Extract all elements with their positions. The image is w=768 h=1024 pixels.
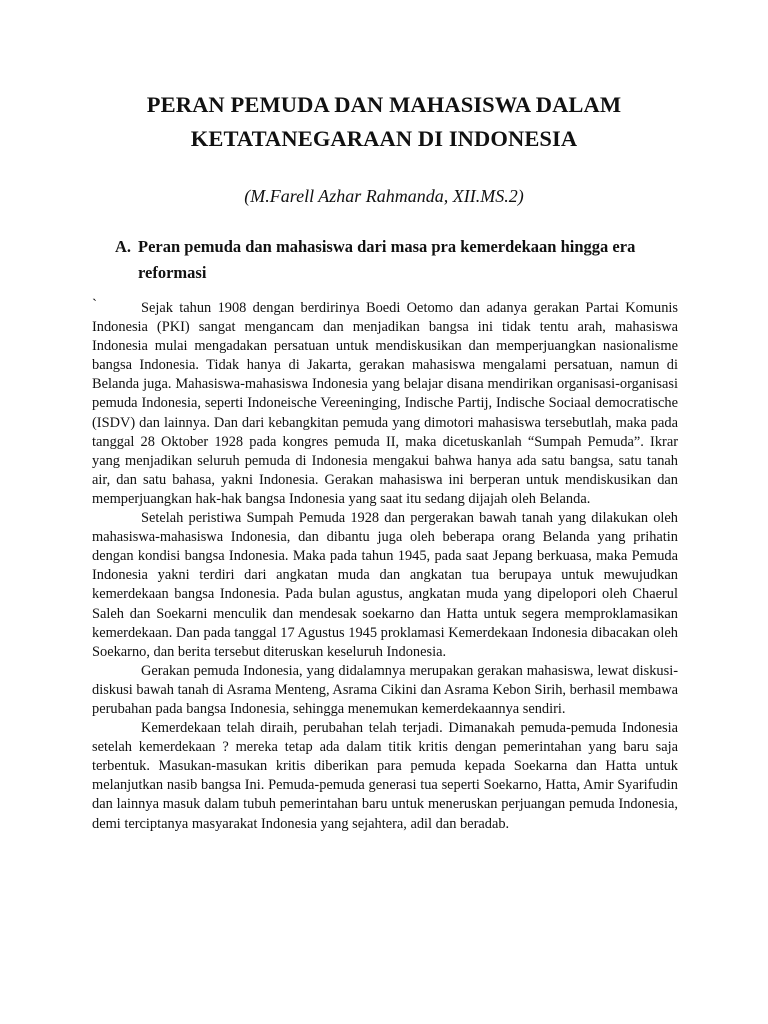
paragraph-3: Gerakan pemuda Indonesia, yang didalamnya merupakan gerakan mahasiswa, lewat diskusi-diskusi bawah tanah di Asrama Menteng, Asrama Cikini dan Asrama Kebon Sirih, berhasil membawa perubahan pada bangsa Indonesia, sehingga menemukan kemerdekaannya sendiri. <box>92 662 678 717</box>
section-heading-text: Peran pemuda dan mahasiswa dari masa pra kemerdekaan hingga era reformasi <box>138 237 636 282</box>
paragraph-1: Sejak tahun 1908 dengan berdirinya Boedi Oetomo dan adanya gerakan Partai Komunis Indonesia (PKI) sangat mengancam dan menjadikan bangsa ini tidak tentu arah, mahasiswa Indonesia mulai mengadakan persatuan untuk mendiskusikan dan memperjuangkan nasionalisme bangsa Indonesia. Tidak hanya di Jakarta, gerakan mahasiswa mengalami persatuan, namun di Belanda juga. Mahasiswa-mahasiswa Indonesia yang belajar disana mendirikan organisasi-organisasi pemuda Indonesia, seperti Indoneische Vereeninging, Indische Partij, Indische Sociaal democratische (ISDV) dan lainnya. Dan dari kebangkitan pemuda yang dimotori mahasiswa tersebutlah, maka pada tanggal 28 Oktober 1928 pada kongres pemuda II, maka dicetuskanlah “Sumpah Pemuda”. Ikrar yang menjadikan seluruh pemuda di Indonesia mengakui bahwa hanya ada satu bangsa, satu tanah air, dan satu bahasa, yakni Indonesia. Gerakan mahasiswa ini berperan untuk mendiskusikan dan memperjuangkan hak-hak bangsa Indonesia yang saat itu sedang dijajah oleh Belanda. <box>92 300 678 507</box>
author-line: (M.Farell Azhar Rahmanda, XII.MS.2) <box>244 186 524 206</box>
body-text <box>92 299 678 834</box>
paragraph-2: Setelah peristiwa Sumpah Pemuda 1928 dan pergerakan bawah tanah yang dilakukan oleh mahasiswa-mahasiswa Indonesia, dan dibantu juga oleh beberapa orang Belanda yang prihatin dengan kondisi bangsa Indonesia. Maka pada tahun 1945, pada saat Jepang berkuasa, maka Pemuda Indonesia yakni terdiri dari angkatan muda dan angkatan tua berupaya untuk mewujudkan kemerdekaan bangsa Indonesia. Pada bulan agustus, angkatan muda yang dipelopori oleh Chaerul Saleh dan Soekarni menculik dan mendesak soekarno dan Hatta untuk segera memproklamasikan kemerdekaan. Dan pada tanggal 17 Agustus 1945 proklamasi Kemerdekaan Indonesia dibacakan oleh Soekarno, dan berita tersebut diteruskan keseluruh Indonesia. <box>92 510 678 660</box>
stray-mark: ` <box>92 297 97 313</box>
section-heading <box>115 234 675 286</box>
paragraph-4: Kemerdekaan telah diraih, perubahan telah terjadi. Dimanakah pemuda-pemuda Indonesia setelah kemerdekaan ? mereka tetap ada dalam titik kritis dengan pemerintahan yang baru saja terbentuk. Masukan-masukan kritis diberikan para pemuda kepada Soekarna dan Hatta untuk melanjutkan nasib bangsa Ini. Pemuda-pemuda generasi tua seperti Soekarno, Hatta, Amir Syarifudin dan lainnya masuk dalam tubuh pemerintahan baru untuk meneruskan perjuangan pemuda Indonesia, demi terciptanya masyarakat Indonesia yang sejahtera, adil dan beradab. <box>92 720 678 832</box>
section-marker: A. <box>115 237 132 256</box>
title-line-1: PERAN PEMUDA DAN MAHASISWA DALAM <box>146 92 622 117</box>
title-line-2: KETATANEGARAAN DI INDONESIA <box>190 126 578 151</box>
document-title <box>60 88 708 156</box>
